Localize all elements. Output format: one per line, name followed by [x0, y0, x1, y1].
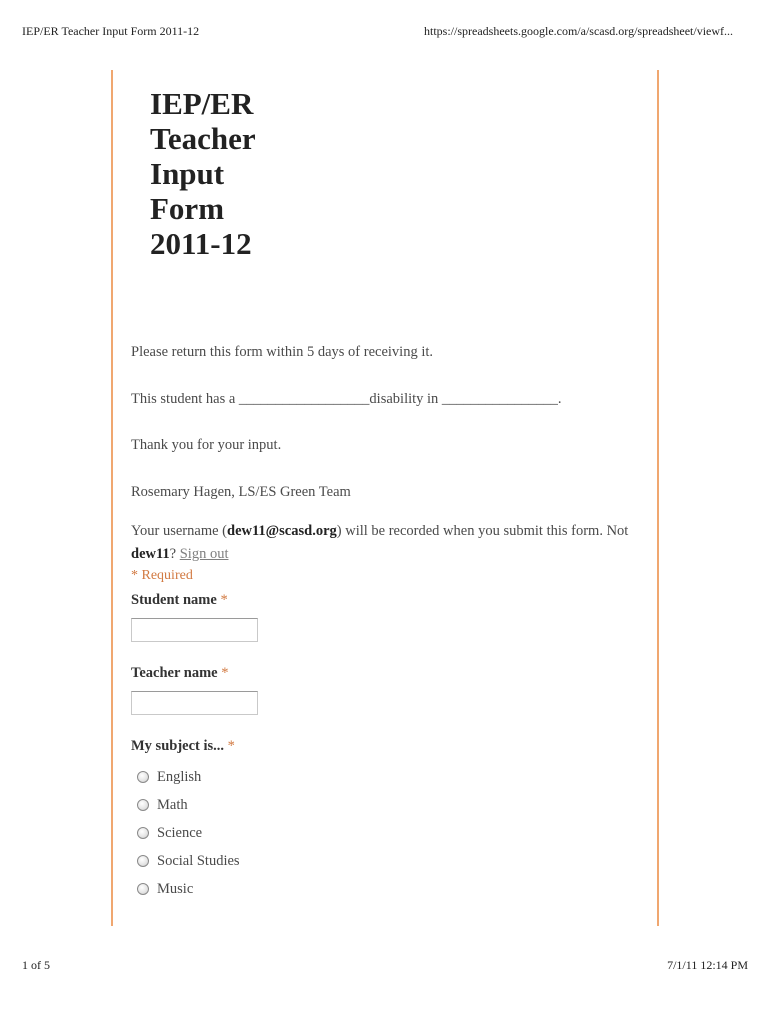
subject-option-label: Science — [157, 824, 203, 841]
print-footer-datetime: 7/1/11 12:14 PM — [667, 958, 748, 972]
teacher-name-label-text: Teacher name — [131, 665, 218, 681]
print-header-title: IEP/ER Teacher Input Form 2011-12 — [22, 24, 200, 38]
teacher-name-input[interactable] — [131, 691, 258, 715]
form-title-line: Teacher — [150, 121, 256, 156]
radio-button-icon[interactable] — [137, 827, 149, 839]
form-title-line: Input — [150, 156, 225, 191]
form-description-disability: This student has a __________________disability in ________________. — [131, 391, 562, 407]
subject-option-music[interactable] — [137, 880, 193, 898]
subject-option-label: Math — [157, 796, 188, 813]
form-description-author: Rosemary Hagen, LS/ES Green Team — [131, 484, 351, 500]
subject-option-science[interactable] — [137, 824, 202, 842]
subject-option-label: Social Studies — [157, 852, 240, 869]
student-name-input[interactable] — [131, 618, 258, 642]
form-right-border — [657, 70, 659, 926]
teacher-name-label — [131, 665, 228, 682]
username-short: dew11 — [131, 546, 170, 562]
form-title-line: IEP/ER — [150, 86, 254, 121]
username-notice-prefix: Your username ( — [131, 523, 227, 539]
student-name-label — [131, 592, 228, 609]
subject-option-label: English — [157, 768, 202, 785]
subject-label-text: My subject is... — [131, 738, 225, 754]
username-notice-middle: ) will be recorded when you submit this form. Not — [336, 523, 629, 539]
radio-button-icon[interactable] — [137, 799, 149, 811]
username-notice-question: ? — [169, 546, 180, 562]
print-header-url: https://spreadsheets.google.com/a/scasd.org/spreadsheet/viewf... — [424, 24, 734, 38]
required-star: * — [221, 665, 229, 681]
required-star: * — [227, 738, 235, 754]
radio-button-icon[interactable] — [137, 855, 149, 867]
subject-option-social-studies[interactable] — [137, 852, 240, 870]
username-notice — [131, 520, 651, 566]
subject-option-math[interactable] — [137, 796, 188, 814]
student-name-label-text: Student name — [131, 592, 217, 608]
print-footer-page: 1 of 5 — [22, 958, 50, 972]
form-title — [150, 86, 350, 261]
required-star: * — [220, 592, 228, 608]
form-title-line: Form — [150, 191, 225, 226]
form-description-return: Please return this form within 5 days of receiving it. — [131, 344, 434, 360]
form-left-border — [111, 70, 113, 926]
radio-button-icon[interactable] — [137, 771, 149, 783]
sign-out-link[interactable]: Sign out — [179, 546, 229, 562]
radio-button-icon[interactable] — [137, 883, 149, 895]
username-email: dew11@scasd.org — [227, 523, 337, 539]
form-description-thanks: Thank you for your input. — [131, 437, 282, 453]
subject-option-english[interactable] — [137, 768, 201, 786]
subject-label — [131, 738, 235, 755]
subject-option-label: Music — [157, 880, 194, 897]
form-title-line: 2011-12 — [150, 226, 252, 261]
required-note: * Required — [131, 568, 193, 583]
